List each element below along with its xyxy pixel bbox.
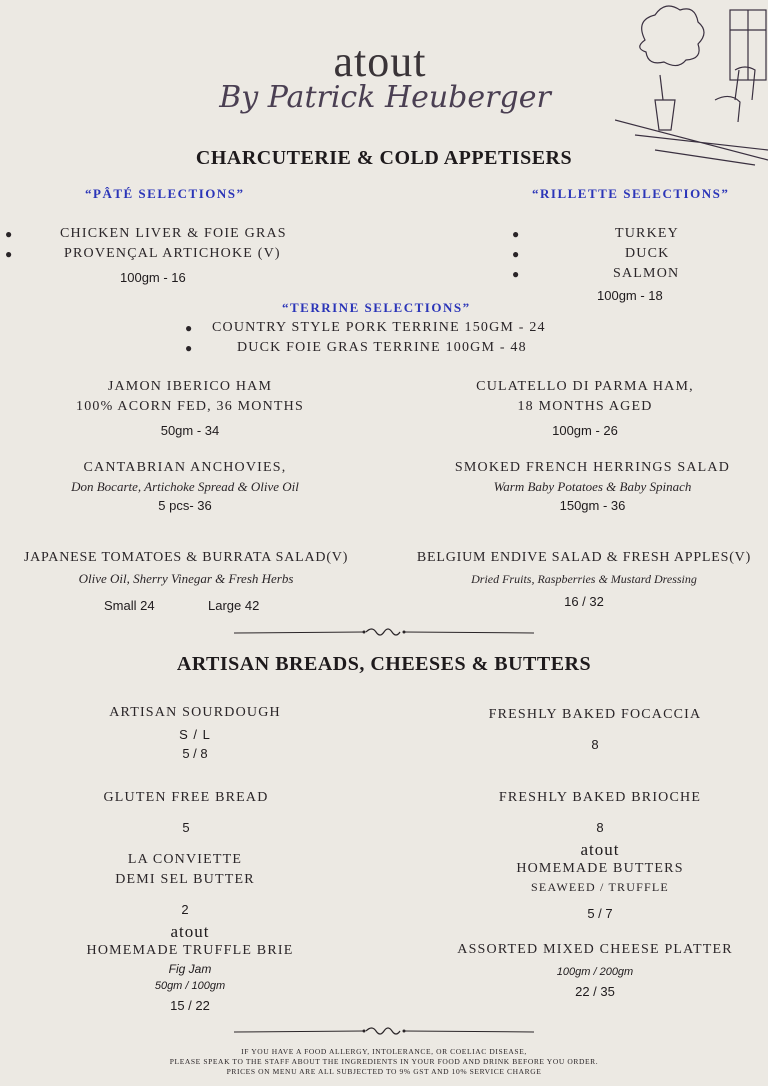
item-sizes: 50gm / 100gm (154, 980, 226, 992)
menu-item-anchovies (0, 458, 370, 513)
menu-item-culatello (430, 377, 740, 438)
ornament-divider (234, 1024, 534, 1038)
item-sizes: 100gm / 200gm (556, 966, 634, 978)
menu-item-sourdough (50, 703, 340, 761)
list-item: ● PROVENÇAL ARTICHOKE (V) (5, 244, 325, 264)
bullet-icon: ● (5, 227, 14, 241)
item-name: HOMEMADE BUTTERS (516, 861, 684, 876)
item-price: 2 (181, 902, 189, 917)
bullet-icon: ● (512, 267, 521, 281)
footer-line-1: IF YOU HAVE A FOOD ALLERGY, INTOLERANCE, OR COELIAC DISEASE, (241, 1047, 527, 1056)
list-item: ● DUCK FOIE GRAS TERRINE 100GM - 48 (185, 338, 605, 358)
bullet-icon: ● (512, 227, 521, 241)
list-item: ● TURKEY (512, 224, 712, 244)
bullet-icon: ● (512, 247, 521, 261)
pate-selections-title: “PÂTÉ SELECTIONS” (85, 186, 245, 201)
burrata-price-large: Large 42 (208, 598, 260, 613)
brand-logo: atout (333, 37, 427, 86)
item-desc: Warm Baby Potatoes & Baby Spinach (493, 479, 692, 494)
item-name: GLUTEN FREE BREAD (103, 790, 269, 805)
terrine-selections-title: “TERRINE SELECTIONS” (282, 300, 471, 315)
item-price: 100gm - 26 (552, 423, 618, 438)
section-title-breads: ARTISAN BREADS, CHEESES & BUTTERS (176, 653, 592, 675)
item-price: 8 (596, 820, 604, 835)
footer-notice (0, 1047, 768, 1077)
menu-item-herrings (420, 458, 765, 513)
menu-item-brioche (450, 788, 750, 835)
rillette-selections-title: “RILLETTE SELECTIONS” (532, 186, 730, 201)
item-name: JAMON IBERICO HAM (107, 379, 273, 394)
terrine-list (185, 318, 605, 358)
item-desc: Dried Fruits, Raspberries & Mustard Dressing (471, 572, 697, 586)
item-price: 5 (182, 820, 190, 835)
item-name: ARTISAN SOURDOUGH (109, 705, 281, 720)
burrata-price-small: Small 24 (104, 598, 155, 613)
item-name: HOMEMADE TRUFFLE BRIE (86, 943, 294, 958)
item-name: CULATELLO DI PARMA HAM, (476, 379, 694, 394)
list-item: ● DUCK (512, 244, 712, 264)
item-name-2: DEMI SEL BUTTER (115, 872, 255, 887)
item-price: 150gm - 36 (559, 498, 626, 513)
section-title-charcuterie: CHARCUTERIE & COLD APPETISERS (195, 147, 573, 169)
bullet-icon: ● (5, 247, 14, 261)
pate-price: 100gm - 16 (120, 270, 186, 285)
menu-item-butters (450, 840, 750, 921)
item-brand: atout (170, 922, 210, 941)
item-name: JAPANESE TOMATOES & BURRATA SALAD(V) (23, 550, 349, 565)
menu-item-jamon (30, 377, 350, 438)
item-name: ASSORTED MIXED CHEESE PLATTER (457, 942, 733, 957)
item-desc: Fig Jam (168, 962, 212, 976)
item-desc: 18 MONTHS AGED (517, 399, 653, 414)
list-item: ● COUNTRY STYLE PORK TERRINE 150GM - 24 (185, 318, 605, 338)
item-name: FRESHLY BAKED FOCACCIA (488, 707, 702, 722)
list-item: ● CHICKEN LIVER & FOIE GRAS (5, 224, 325, 244)
cafe-sketch-illustration (615, 0, 768, 170)
item-price: 8 (591, 737, 599, 752)
menu-item-conviette (60, 850, 310, 917)
menu-item-gluten-free (50, 788, 322, 835)
item-desc: 100% ACORN FED, 36 MONTHS (76, 399, 304, 414)
item-price: 15 / 22 (170, 998, 210, 1013)
menu-item-burrata (0, 548, 372, 588)
item-price: 16 / 32 (564, 594, 604, 609)
item-name: FRESHLY BAKED BRIOCHE (498, 790, 702, 805)
bullet-icon: ● (185, 321, 194, 335)
item-desc: Don Bocarte, Artichoke Spread & Olive Oil (71, 479, 299, 494)
list-item: ● SALMON (512, 264, 712, 284)
footer-line-2: PLEASE SPEAK TO THE STAFF ABOUT THE INGREDIENTS IN YOUR FOOD AND DRINK BEFORE YOU ORDER. (169, 1057, 599, 1066)
item-price: 5 / 8 (182, 746, 208, 761)
byline-signature: By Patrick Heuberger (219, 80, 551, 115)
item-price: 22 / 35 (575, 984, 615, 999)
item-desc: Olive Oil, Sherry Vinegar & Fresh Herbs (78, 571, 294, 586)
menu-item-endive (400, 548, 768, 609)
pate-list (5, 224, 325, 264)
item-name: SMOKED FRENCH HERRINGS SALAD (454, 460, 731, 475)
item-sizes: S / L (179, 727, 211, 742)
item-name: BELGIUM ENDIVE SALAD & FRESH APPLES(V) (416, 550, 752, 565)
item-price: 5 pcs- 36 (158, 498, 212, 513)
menu-item-focaccia (445, 705, 745, 752)
menu-item-truffle-brie (40, 922, 340, 1013)
ornament-divider (234, 624, 534, 640)
bullet-icon: ● (185, 341, 194, 355)
rillette-list (512, 224, 712, 284)
rillette-price: 100gm - 18 (597, 288, 663, 303)
item-price: 50gm - 34 (160, 423, 220, 438)
menu-item-cheese-platter (440, 940, 750, 999)
item-name: CANTABRIAN ANCHOVIES, (83, 460, 287, 475)
footer-line-3: PRICES ON MENU ARE ALL SUBJECTED TO 9% GST AND 10% SERVICE CHARGE (226, 1067, 542, 1076)
item-name: LA CONVIETTE (127, 852, 243, 867)
item-price: 5 / 7 (587, 906, 613, 921)
item-desc: SEAWEED / TRUFFLE (531, 880, 669, 894)
item-brand: atout (580, 840, 620, 859)
